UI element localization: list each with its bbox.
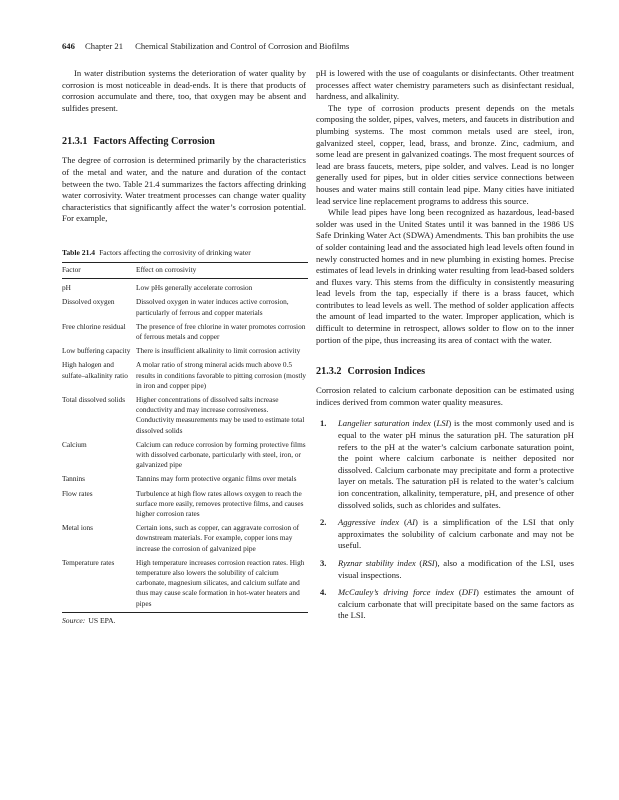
table-row [62, 391, 308, 436]
section-heading-21-3-2 [316, 366, 574, 377]
effect-cell: Tannins may form protective organic films over metals [136, 474, 297, 484]
index-description: , also a modification of the LSI, uses visual inspections. [338, 557, 574, 580]
running-header [62, 41, 572, 51]
effect-cell: A molar ratio of strong mineral acids much above 0.5 results in conditions favorable to pitting corrosion (mostly in iron and copper pipe) [136, 360, 307, 390]
table-row [62, 554, 308, 613]
effect-cell: Higher concentrations of dissolved salts increase conductivity and may increase corrosiveness. Conductivity measurements may be used to estimate total dissolved solids [136, 395, 305, 435]
list-number: 2. [320, 517, 327, 528]
factor-cell: Free chlorine residual [62, 321, 126, 331]
section-number: 21.3.1 [62, 136, 88, 148]
table-row [62, 519, 308, 554]
index-abbr: DFI [461, 587, 477, 598]
corrosivity-table-block [62, 248, 308, 625]
section-heading-21-3-1 [62, 136, 306, 147]
section-number: 21.3.2 [316, 366, 342, 378]
index-term: Aggressive index [338, 517, 400, 528]
effect-cell: Certain ions, such as copper, can aggravate corrosion of downstream materials. For example, copper ions may increase the corrosion of galvanized pipe [136, 523, 300, 553]
factor-cell: Tannins [62, 474, 85, 484]
section-title: Factors Affecting Corrosion [93, 136, 215, 148]
effect-cell: High temperature increases corrosion reaction rates. High temperature also lowers the solubility of calcium carbonate, magnesium silicates, and calcium sulfate and thus may cause scale formation in hot-water heaters and pipes [136, 554, 308, 613]
column-header-factor: Factor [62, 263, 136, 279]
section-title: Corrosion Indices [347, 366, 426, 378]
table-caption [62, 248, 308, 257]
table-row [62, 436, 308, 471]
index-description: is the most commonly used and is equal to the water pH minus the saturation pH. The saturation pH refers to the pH at the water’s calcium carbonate saturation point, the point where calcium carbonate is neither deposited nor dissolved. Calcium carbonate may precipitate and form a protective layer on metals. The saturation pH is related to the water’s calcium ion concentration, alkalinity, temperature, pH, and presence of other dissolved solids, such as chlorides and sulfates. [338, 418, 575, 510]
effect-cell: The presence of free chlorine in water promotes corrosion of ferrous metals and copper [136, 321, 306, 342]
list-number: 4. [320, 587, 327, 598]
corrosion-products-paragraph: The type of corrosion products present depends on the metals composing the solder, pipes, valves, meters, and faucets in distribution and plumbing systems. The most common metals used are steel, iron, galvanized steel, copper, lead, brass, and bronze. Zinc, cadmium, and some lead are present in galvanized coatings. The most frequent sources of lead are brass faucets, meters, pipe solder, and valves. Lead is no longer generally used for pipes, but in older cities service connections between houses and water mains still contain lead pipe. Many cities have initiated lead service line replacement programs to address this source. [316, 102, 574, 206]
index-term: Langelier saturation index [338, 418, 431, 429]
table-row [62, 356, 308, 391]
effect-cell: Turbulence at high flow rates allows oxygen to reach the surface more easily, removes protective films, and causes higher corrosion rates [136, 488, 304, 519]
factor-cell: Metal ions [62, 523, 94, 533]
table-header-row [62, 263, 308, 279]
index-description: is a simplification of the LSI that only approximates the solubility of calcium carbonate and may not be useful. [338, 517, 574, 551]
effect-cell: Low pHs generally accelerate corrosion [136, 283, 253, 293]
corrosion-indices-list [316, 418, 574, 622]
right-column [316, 68, 574, 628]
index-abbr: AI [406, 517, 416, 528]
list-number: 1. [320, 418, 327, 429]
list-item: 1. Langelier saturation index (LSI) is the most commonly used and is equal to the water pH minus the saturation pH. The saturation pH refers to the pH at the water’s calcium carbonate saturation point, the point where calcium carbonate is neither deposited nor dissolved. Calcium carbonate may precipitate and form a protective layer on metals. The saturation pH is related to the water’s calcium ion concentration, alkalinity, temperature, pH, and presence of other dissolved solids, such as chlorides and sulfates. [320, 418, 575, 510]
chapter-title: Chemical Stabilization and Control of Corrosion and Biofilms [135, 41, 350, 51]
source-label: Source: [62, 615, 86, 625]
factor-cell: Low buffering capacity [62, 346, 131, 356]
table-row [62, 318, 308, 342]
table-row [62, 342, 308, 356]
index-abbr: RSI [422, 557, 435, 568]
source-text: US EPA. [88, 615, 116, 625]
list-number: 3. [320, 557, 327, 568]
corrosivity-table [62, 262, 308, 613]
factor-cell: Temperature rates [62, 554, 136, 613]
intro-paragraph: In water distribution systems the deterioration of water quality by corrosion is most noticeable in dead-ends. It is there that products of corrosion accumulate and there, too, that oxygen may be absent and sulfides present. [62, 68, 306, 113]
lead-solder-paragraph: While lead pipes have long been recognized as hazardous, lead-based solder was used in the United States until it was banned in the 1986 US Safe Drinking Water Act (SDWA) Amendments. This ban prohibits the use of solder containing lead and the associated high lead levels often found in newly constructed homes and in new plumbing in existing homes. Precise estimates of lead levels in drinking water resulting from lead-based solders and fluxes vary. This stems from the difficulty in consistently measuring lead levels from the tap, especially if there is a brass faucet, which contributes to lead levels as well. The method of solder application affects the amount of lead imparted to the water. Improper application, which is difficult to determine in retrospect, allows solder to flow on to the inner portion of the pipe, thus increasing its area of contact with the water. [316, 207, 574, 345]
index-term: Ryznar stability index [338, 557, 416, 568]
page-number: 646 [62, 41, 75, 51]
factor-cell: Calcium [62, 439, 87, 449]
table-label: Table 21.4 [62, 248, 96, 257]
table-caption-text: Factors affecting the corrosivity of drinking water [99, 248, 251, 257]
effect-cell: Calcium can reduce corrosion by forming protective films with dissolved carbonate, particularly with steel, iron, or galvanized pipe [136, 439, 306, 470]
list-item: 3. Ryznar stability index (RSI), also a modification of the LSI, uses visual inspections. [320, 557, 574, 580]
indices-intro-paragraph: Corrosion related to calcium carbonate deposition can be estimated using indices derived from common water quality measures. [316, 385, 574, 407]
chapter-label: Chapter 21 [85, 41, 123, 51]
list-item: 2. Aggressive index (AI) is a simplification of the LSI that only approximates the solubility of calcium carbonate and may not be useful. [320, 517, 574, 551]
factors-paragraph: The degree of corrosion is determined primarily by the characteristics of the metal and water, and the nature and duration of the contact between the two. Table 21.4 summarizes the factors affecting drinking water corrosivity. Water treatment processes can change water quality characteristics that significantly affect the water’s corrosion potential. For example, [62, 155, 306, 224]
column-header-effect: Effect on corrosivity [136, 263, 308, 279]
list-item: 4. McCauley’s driving force index (DFI) estimates the amount of calcium carbonate that will precipitate based on the same factors as the LSI. [320, 587, 574, 621]
ph-paragraph: pH is lowered with the use of coagulants or disinfectants. Other treatment processes affect water chemistry parameters such as disinfectant residual, hardness, and alkalinity. [316, 68, 574, 102]
effect-cell: Dissolved oxygen in water induces active corrosion, particularly of ferrous and copper materials [136, 297, 289, 317]
table-row [62, 485, 308, 520]
table-row [62, 293, 308, 317]
factor-cell: Flow rates [62, 488, 93, 498]
index-description: estimates the amount of calcium carbonate that will precipitate based on the same factors as the LSI. [338, 587, 574, 621]
table-row [62, 279, 308, 294]
index-term: McCauley’s driving force index [338, 587, 454, 598]
index-abbr: LSI [436, 418, 449, 429]
factor-cell: High halogen and sulfate–alkalinity ratio [62, 360, 128, 380]
factor-cell: Dissolved oxygen [62, 297, 115, 307]
left-column [62, 68, 306, 225]
factor-cell: Total dissolved solids [62, 395, 126, 405]
factor-cell: pH [62, 283, 71, 293]
table-source [62, 616, 308, 625]
effect-cell: There is insufficient alkalinity to limit corrosion activity [136, 346, 301, 356]
table-row [62, 470, 308, 484]
